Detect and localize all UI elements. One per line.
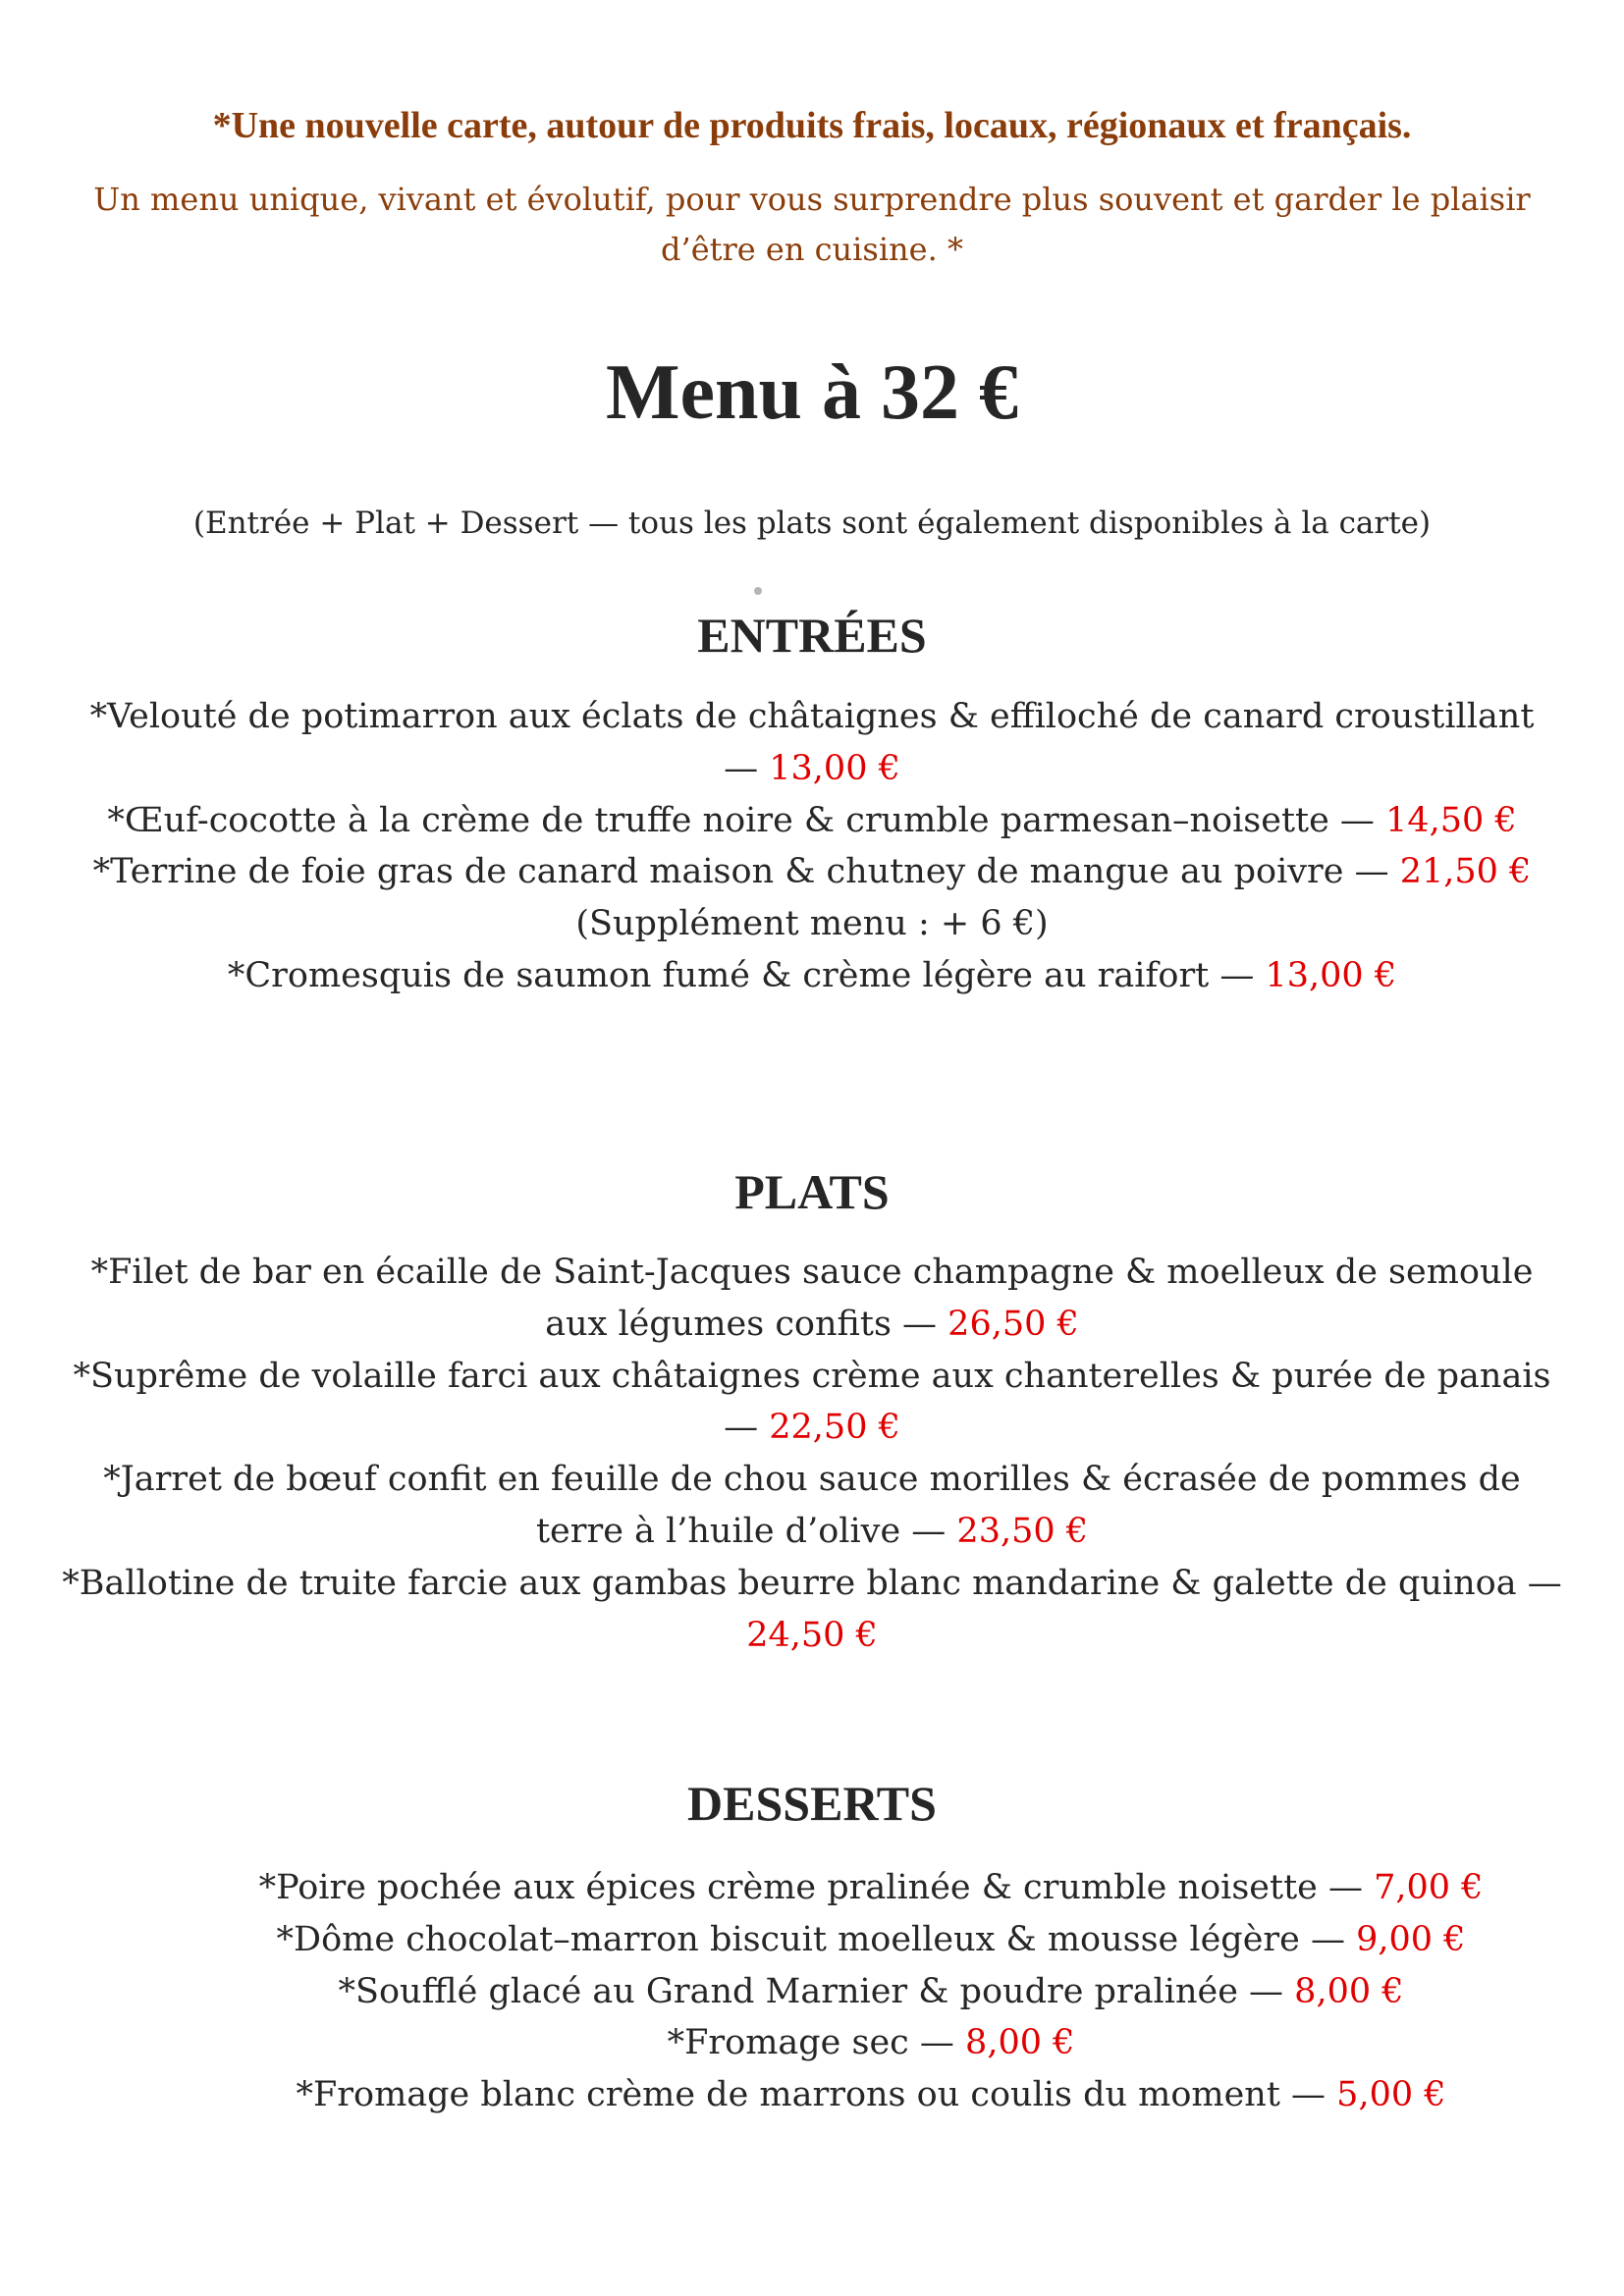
menu-item (147, 1914, 1595, 1966)
item-text: *Cromesquis de saumon fumé & crème légère au raifort — (227, 955, 1266, 995)
item-text: *Filet de bar en écaille de Saint-Jacques sauce champagne & moelleux de semoule aux légumes confits — (90, 1253, 1534, 1344)
menu-item (59, 1351, 1565, 1455)
item-price: 24,50 € (746, 1615, 878, 1655)
item-price: 21,50 € (1399, 852, 1532, 892)
menu-item (59, 1247, 1565, 1351)
intro-title: *Une nouvelle carte, autour de produits frais, locaux, régionaux et français. (212, 105, 1412, 146)
item-price: 13,00 € (769, 748, 900, 788)
section-title-plats: PLATS (734, 1164, 890, 1219)
item-text: *Poire pochée aux épices crème pralinée & crumble noisette — (258, 1868, 1375, 1907)
item-price: 23,50 € (956, 1511, 1089, 1551)
menu-title: Menu à 32 € (606, 349, 1018, 436)
bullet-dot-icon (754, 587, 762, 595)
item-text: *Dôme chocolat–marron biscuit moelleux & mousse légère — (276, 1919, 1357, 1959)
menu-item (147, 2069, 1595, 2121)
menu-item (88, 691, 1536, 795)
item-text: *Fromage blanc crème de marrons ou coulis du moment — (296, 2075, 1337, 2115)
item-text: *Terrine de foie gras de canard maison & chutney de mangue au poivre — (92, 852, 1400, 892)
item-text: *Ballotine de truite farcie aux gambas beurre blanc mandarine & galette de quinoa — (62, 1563, 1562, 1603)
menu-item (59, 1558, 1565, 1662)
menu-item (88, 795, 1536, 847)
item-price: 14,50 € (1385, 800, 1517, 840)
intro-text: Un menu unique, vivant et évolutif, pour vous surprendre plus souvent et garder le plaisir d’être en cuisine. * (93, 181, 1531, 268)
menu-item (59, 1454, 1565, 1558)
item-price: 13,00 € (1265, 955, 1397, 995)
menu-note: (Entrée + Plat + Dessert — tous les plats sont également disponibles à la carte) (192, 506, 1432, 541)
entrees-list (88, 691, 1536, 1002)
menu-item (88, 846, 1536, 898)
item-text: *Soufflé glacé au Grand Marnier & poudre pralinée — (338, 1971, 1295, 2011)
item-price: 26,50 € (947, 1304, 1079, 1344)
item-price: 8,00 € (965, 2023, 1075, 2063)
item-price: 8,00 € (1294, 1971, 1404, 2011)
menu-item (88, 950, 1536, 1002)
desserts-list (147, 1862, 1595, 2121)
menu-item (147, 1966, 1595, 2018)
plats-list (59, 1247, 1565, 1661)
item-price: 5,00 € (1336, 2075, 1446, 2115)
item-text: *Suprême de volaille farci aux châtaignes crème aux chanterelles & purée de panais — (73, 1356, 1551, 1448)
item-text: *Jarret de bœuf confit en feuille de chou sauce morilles & écrasée de pommes de terre à l’huile d’olive — (103, 1460, 1521, 1551)
section-title-desserts: DESSERTS (687, 1776, 937, 1831)
menu-item (147, 2017, 1595, 2069)
menu-item (147, 1862, 1595, 1914)
supplement-note (88, 898, 1536, 950)
item-text: *Velouté de potimarron aux éclats de châtaignes & effiloché de canard croustillant — (89, 697, 1535, 788)
item-price: 9,00 € (1356, 1919, 1466, 1959)
item-text: *Œuf-cocotte à la crème de truffe noire & crumble parmesan–noisette — (107, 800, 1386, 840)
section-title-entrees: ENTRÉES (697, 608, 927, 663)
item-text: (Supplément menu : + 6 €) (575, 904, 1049, 944)
item-price: 22,50 € (769, 1408, 900, 1448)
item-text: *Fromage sec — (667, 2023, 966, 2063)
item-price: 7,00 € (1374, 1868, 1484, 1907)
